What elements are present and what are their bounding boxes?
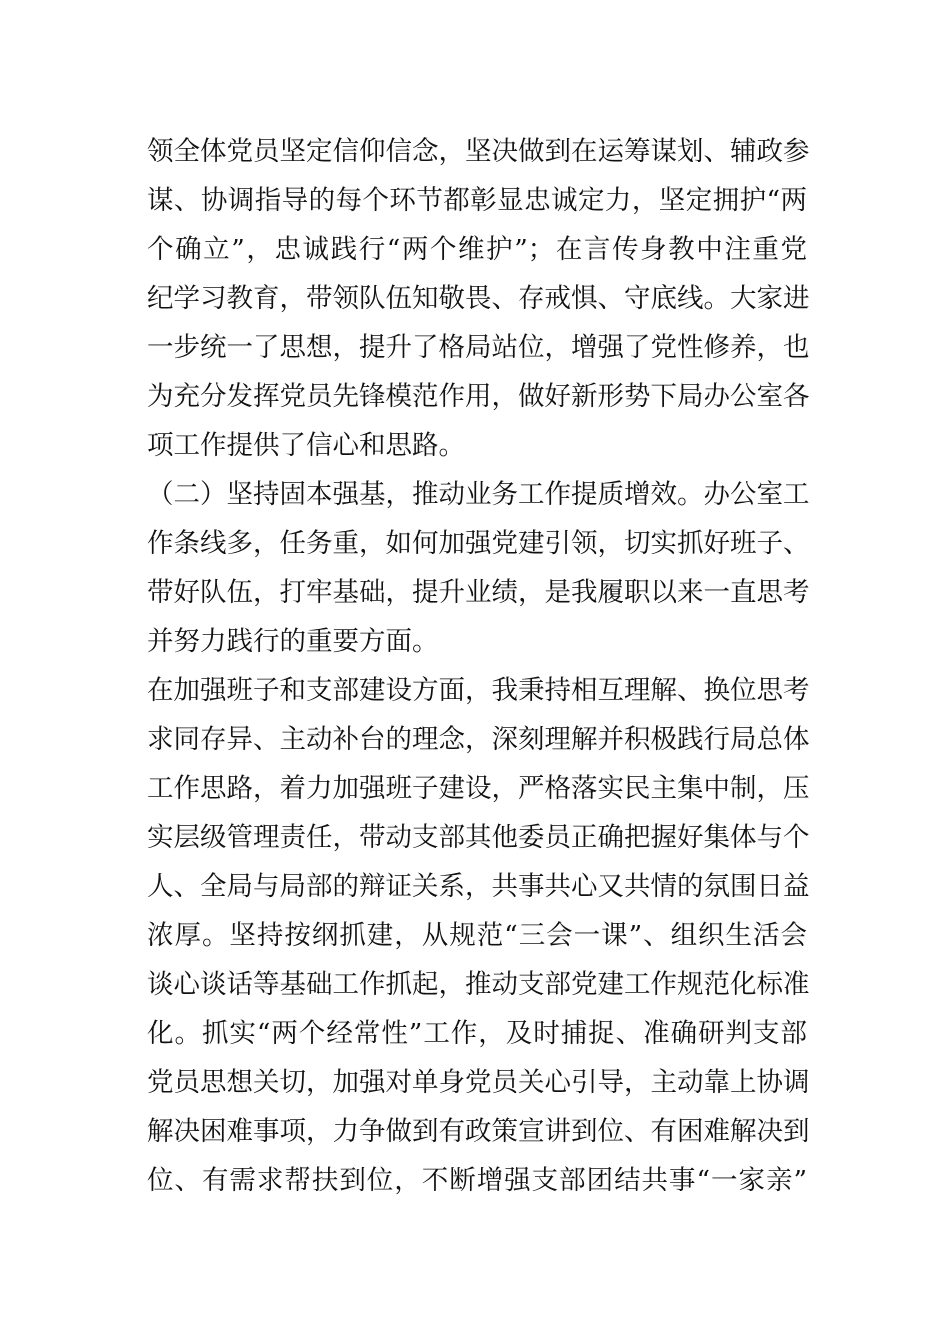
text-line: 领全体党员坚定信仰信念，坚决做到在运筹谋划、辅政参 xyxy=(147,136,810,167)
section-heading-line: （二）坚持固本强基，推动业务工作提质增效。办公室工 xyxy=(147,479,810,510)
text-line: 党员思想关切，加强对单身党员关心引导，主动靠上协调 xyxy=(147,1067,810,1098)
text-line: 纪学习教育，带领队伍知敬畏、存戒惧、守底线。大家进 xyxy=(147,283,810,314)
text-line: 并努力践行的重要方面。 xyxy=(147,626,439,657)
text-line: 个确立”，忠诚践行“两个维护”；在言传身教中注重党 xyxy=(147,234,807,265)
text-line: 一步统一了思想，提升了格局站位，增强了党性修养，也 xyxy=(147,332,810,363)
text-line: 人、全局与局部的辩证关系，共事共心又共情的氛围日益 xyxy=(147,871,810,902)
text-line: 在加强班子和支部建设方面，我秉持相互理解、换位思考 xyxy=(147,675,810,706)
text-line: 解决困难事项，力争做到有政策宣讲到位、有困难解决到 xyxy=(147,1116,810,1147)
text-line: 实层级管理责任，带动支部其他委员正确把握好集体与个 xyxy=(147,822,810,853)
text-line: 求同存异、主动补台的理念，深刻理解并积极践行局总体 xyxy=(147,724,810,755)
text-line: 位、有需求帮扶到位，不断增强支部团结共事“一家亲” xyxy=(147,1165,807,1196)
text-line: 作条线多，任务重，如何加强党建引领，切实抓好班子、 xyxy=(147,528,810,559)
text-line: 谈心谈话等基础工作抓起，推动支部党建工作规范化标准 xyxy=(147,969,810,1000)
text-line: 为充分发挥党员先锋模范作用，做好新形势下局办公室各 xyxy=(147,381,810,412)
text-line: 谋、协调指导的每个环节都彰显忠诚定力，坚定拥护“两 xyxy=(147,185,807,216)
text-line: 带好队伍，打牢基础，提升业绩，是我履职以来一直思考 xyxy=(147,577,810,608)
text-line: 项工作提供了信心和思路。 xyxy=(147,430,465,461)
text-line: 浓厚。坚持按纲抓建，从规范“三会一课”、组织生活会 xyxy=(147,920,807,951)
text-line: 工作思路，着力加强班子建设，严格落实民主集中制，压 xyxy=(147,773,810,804)
text-line: 化。抓实“两个经常性”工作，及时捕捉、准确研判支部 xyxy=(147,1018,807,1049)
